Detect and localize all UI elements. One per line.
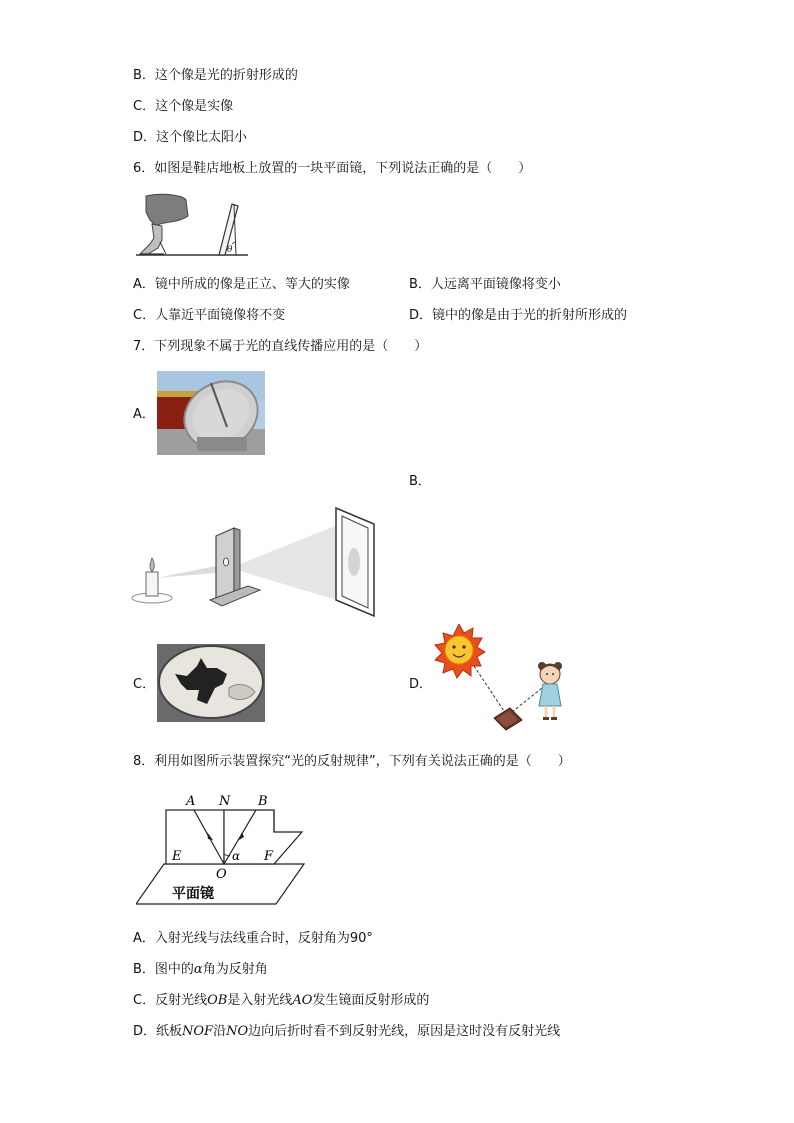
q7-pinhole-camera-figure [130,500,378,618]
q8-option-d-mid: 沿 [213,1024,227,1039]
q8-option-d [133,1024,560,1040]
q8-label-f: F [264,849,274,864]
q8-option-c-prefix: C．反射光线 [133,993,208,1008]
q5-option-b: B．这个像是光的折射形成的 [133,68,298,83]
q8-label-o: O [216,867,227,882]
q7-label-a: A． [133,407,155,422]
q8-option-b-alpha: α [193,962,203,977]
q8-label-alpha: α [232,849,241,863]
q8-option-c-suffix: 发生镜面反射形成的 [312,993,430,1008]
q7-label-d: D． [409,677,433,692]
q7-label-b: B． [409,474,431,489]
q8-option-c-mid: 是入射光线 [227,993,293,1008]
q6-theta-label: θ [227,245,233,255]
q6-option-c: C．人靠近平面镜像将不变 [133,308,286,323]
q8-option-c [133,993,429,1009]
q8-option-d-prefix: D．纸板 [133,1024,183,1039]
q8-option-a: A．入射光线与法线重合时，反射角为90° [133,931,373,946]
q7-sundial-photo [157,371,265,455]
q5-option-c: C．这个像是实像 [133,99,234,114]
q7-hand-shadow-photo [157,644,265,722]
q6-stem: 6．如图是鞋店地板上放置的一块平面镜，下列说法正确的是（ ） [133,161,532,176]
q8-stem: 8．利用如图所示装置探究“光的反射规律”，下列有关说法正确的是（ ） [133,754,571,769]
q8-option-d-no: NO [226,1024,249,1039]
q8-option-b-prefix: B．图中的 [133,962,194,977]
q8-label-e: E [172,849,182,864]
q7-label-c: C． [133,677,156,692]
q6-option-b: B．人远离平面镜像将变小 [409,277,561,292]
q6-option-a: A．镜中所成的像是正立、等大的实像 [133,277,350,292]
q5-option-d: D．这个像比太阳小 [133,130,248,145]
q8-option-b [133,962,268,978]
q6-shoe-mirror-figure [136,192,248,262]
q8-label-n: N [219,794,231,809]
q8-label-a: A [186,794,196,809]
q8-option-d-suffix: 边向后折时看不到反射光线，原因是这时没有反射光线 [248,1024,561,1039]
q8-option-c-ao: AO [292,993,313,1008]
q7-sun-girl-mirror-figure [432,624,578,736]
q8-label-b: B [258,794,268,809]
q6-option-d: D．镜中的像是由于光的折射所形成的 [409,308,628,323]
q8-label-mirror: 平面镜 [172,886,214,902]
q8-reflection-apparatus-figure [136,788,308,910]
q8-option-b-suffix: 角为反射角 [202,962,268,977]
q8-option-d-nof: NOF [182,1024,214,1039]
q8-option-c-ob: OB [207,993,228,1008]
q7-stem: 7．下列现象不属于光的直线传播应用的是（ ） [133,339,428,354]
